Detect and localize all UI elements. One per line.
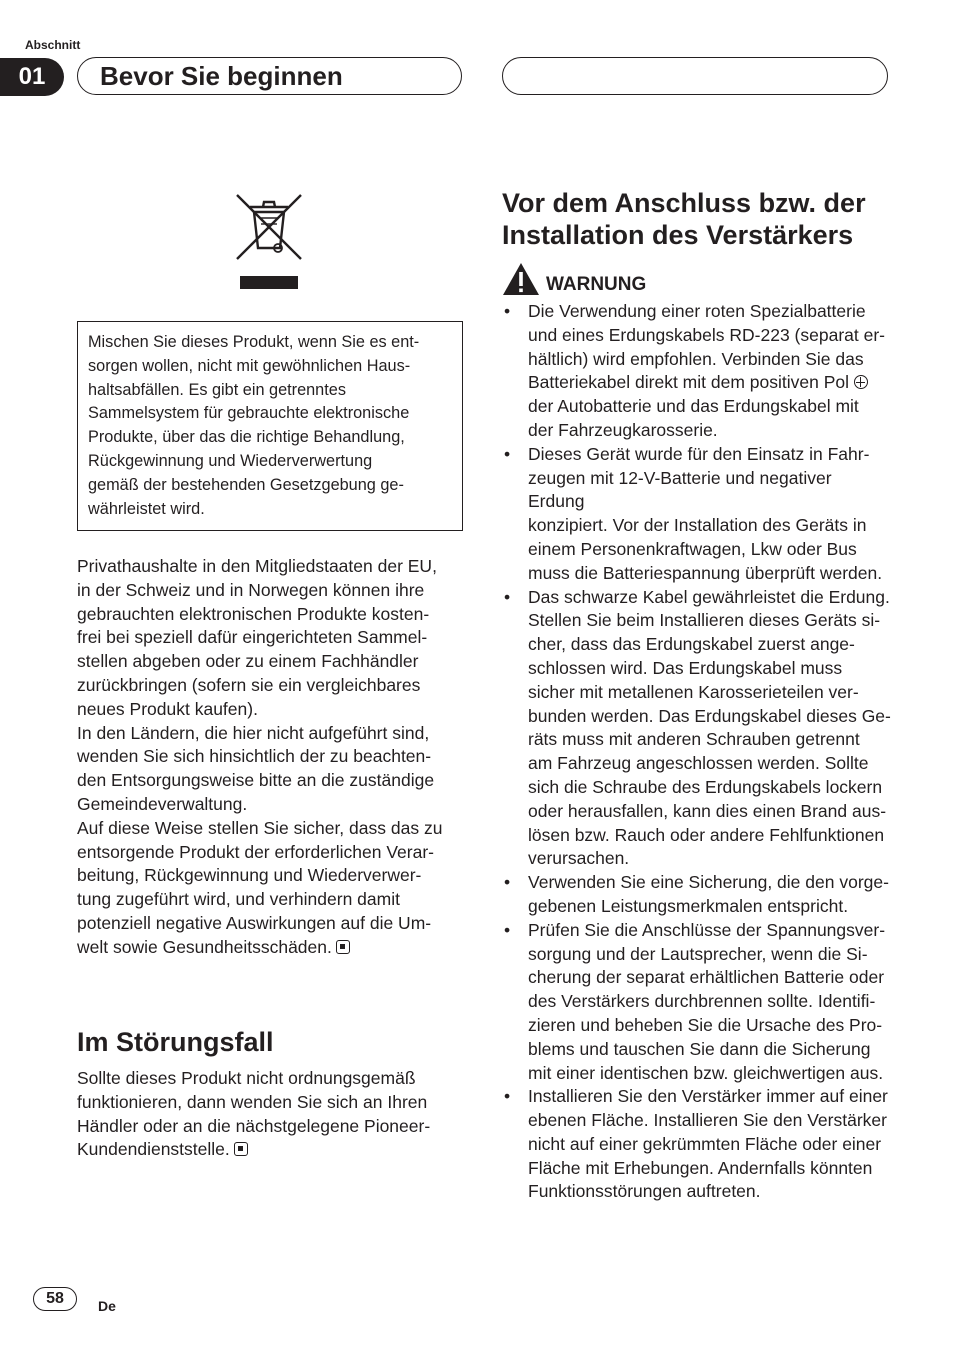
text-line: Prüfen Sie die Anschlüsse der Spannungsver- bbox=[528, 919, 886, 940]
list-item bbox=[502, 871, 892, 919]
text-line: Auf diese Weise stellen Sie sicher, dass das zu bbox=[77, 817, 443, 838]
list-item bbox=[502, 1085, 892, 1204]
text-line: Funktionsstörungen auftreten. bbox=[528, 1181, 761, 1202]
text-line: schlossen wird. Das Erdungskabel muss bbox=[528, 657, 843, 678]
text-line: blems und tauschen Sie dann die Sicherung bbox=[528, 1038, 871, 1059]
positive-pole-icon bbox=[854, 375, 868, 389]
text-line: Händler oder an die nächstgelegene Pioneer- bbox=[77, 1115, 431, 1136]
notice-line: Sammelsystem für gebrauchte elektronische bbox=[88, 404, 410, 423]
end-of-section-icon bbox=[234, 1142, 248, 1156]
text-line: stellen abgeben oder zu einem Fachhändler bbox=[77, 651, 419, 672]
notice-line: gemäß der bestehenden Gesetzgebung ge- bbox=[88, 475, 404, 494]
text-line: Sollte dieses Produkt nicht ordnungsgemäß bbox=[77, 1068, 416, 1088]
text-line: verursachen. bbox=[528, 848, 630, 869]
text-line: Gemeindeverwaltung. bbox=[77, 793, 248, 814]
notice-line: haltsabfällen. Es gibt ein getrenntes bbox=[88, 380, 346, 399]
text-line: des Verstärkers durchbrennen sollte. Identifi- bbox=[528, 991, 876, 1012]
warning-header bbox=[502, 262, 646, 296]
text-line: räts muss mit anderen Schrauben getrennt bbox=[528, 729, 860, 750]
text-line: Die Verwendung einer roten Spezialbatterie bbox=[528, 301, 866, 321]
text-line: Das schwarze Kabel gewährleistet die Erdung. bbox=[528, 586, 890, 607]
list-item bbox=[502, 300, 892, 443]
end-of-section-icon bbox=[336, 940, 350, 954]
text-line: funktionieren, dann wenden Sie sich an Ihren bbox=[77, 1091, 428, 1112]
text-line: zeugen mit 12-V-Batterie und negativer Erdung bbox=[528, 467, 832, 512]
text-line: gebrauchten elektronischen Produkte kosten- bbox=[77, 603, 430, 624]
weee-crossed-bin-icon bbox=[234, 192, 304, 290]
chapter-number-badge: 01 bbox=[0, 58, 64, 96]
text-line: Privathaushalte in den Mitgliedstaaten der EU, bbox=[77, 556, 437, 576]
text-line: welt sowie Gesundheitsschäden. bbox=[77, 936, 332, 957]
section-label: Abschnitt bbox=[25, 38, 81, 52]
text-line: der Fahrzeugkarosserie. bbox=[528, 419, 718, 440]
text-line: Stellen Sie beim Installieren dieses Geräts si- bbox=[528, 610, 881, 631]
text-line: beitung, Rückgewinnung und Wiederverwer- bbox=[77, 865, 422, 886]
text-line: hältlich) wird empfohlen. Verbinden Sie das bbox=[528, 348, 864, 369]
text-line: Batteriekabel direkt mit dem positiven Pol bbox=[528, 372, 849, 393]
text-line: lösen bzw. Rauch oder andere Fehlfunktionen bbox=[528, 824, 885, 845]
paragraph-ensure-processing bbox=[77, 817, 467, 960]
disposal-paragraphs bbox=[77, 555, 467, 960]
paragraph-private-households bbox=[77, 555, 467, 722]
notice-line: Produkte, über das die richtige Behandlung, bbox=[88, 428, 405, 447]
text-line: der Autobatterie und das Erdungskabel mit bbox=[528, 396, 859, 417]
list-item bbox=[502, 919, 892, 1086]
text-line: gebenen Leistungsmerkmalen entspricht. bbox=[528, 895, 849, 916]
text-line: Installieren Sie den Verstärker immer auf einer bbox=[528, 1086, 888, 1107]
text-line: den Entsorgungsweise bitte an die zuständige bbox=[77, 770, 435, 791]
text-line: Dieses Gerät wurde für den Einsatz in Fahr- bbox=[528, 443, 870, 464]
text-line: nicht auf einer gekrümmten Fläche oder einer bbox=[528, 1133, 882, 1154]
text-line: bunden werden. Das Erdungskabel dieses Ge- bbox=[528, 705, 891, 726]
list-item bbox=[502, 586, 892, 872]
text-line: sicher mit metallenen Karosserieteilen ver- bbox=[528, 681, 859, 702]
text-line: entsorgende Produkt der erforderlichen Verar- bbox=[77, 841, 435, 862]
heading-vor-dem-anschluss bbox=[502, 187, 902, 251]
text-line: Fläche mit Erhebungen. Andernfalls könnten bbox=[528, 1157, 873, 1178]
warning-label: WARNUNG bbox=[546, 274, 647, 295]
text-line: mit einer identischen bzw. gleichwertigen aus. bbox=[528, 1062, 884, 1083]
chapter-title: Bevor Sie beginnen bbox=[77, 57, 462, 95]
language-code: De bbox=[98, 1298, 116, 1314]
notice-line: sorgen wollen, nicht mit gewöhnlichen Haus- bbox=[88, 356, 411, 375]
text-line: cher, dass das Erdungskabel zuerst ange- bbox=[528, 634, 855, 655]
text-line: in der Schweiz und in Norwegen können ihre bbox=[77, 579, 425, 600]
paragraph-other-countries bbox=[77, 722, 467, 817]
text-line: zurückbringen (sofern sie ein vergleichbares bbox=[77, 674, 421, 695]
text-line: Kundendienststelle. bbox=[77, 1139, 230, 1160]
text-line: wenden Sie sich hinsichtlich der zu beachten- bbox=[77, 746, 432, 767]
empty-header-pill bbox=[502, 57, 888, 95]
disposal-notice-box bbox=[77, 321, 463, 531]
text-line: am Fahrzeug angeschlossen werden. Sollte bbox=[528, 753, 869, 774]
text-line: cherung der separat erhältlichen Batterie oder bbox=[528, 967, 885, 988]
warning-list bbox=[502, 300, 892, 1204]
text-line: konzipiert. Vor der Installation des Geräts in bbox=[528, 515, 867, 536]
notice-line: währleistet wird. bbox=[88, 499, 205, 518]
text-line: ebenen Fläche. Installieren Sie den Verstärker bbox=[528, 1110, 887, 1131]
stoerung-paragraph bbox=[77, 1067, 467, 1162]
text-line: frei bei speziell dafür eingerichteten Sammel- bbox=[77, 627, 428, 648]
list-item bbox=[502, 443, 892, 586]
text-line: und eines Erdungskabels RD-223 (separat er- bbox=[528, 324, 885, 345]
text-line: zieren und beheben Sie die Ursache des Pro- bbox=[528, 1014, 883, 1035]
text-line: oder herausfallen, kann dies einen Brand aus- bbox=[528, 800, 887, 821]
page-number: 58 bbox=[33, 1287, 77, 1311]
warning-triangle-icon bbox=[502, 262, 540, 296]
text-line: Verwenden Sie eine Sicherung, die den vorge- bbox=[528, 872, 889, 893]
text-line: muss die Batteriespannung überprüft werden. bbox=[528, 562, 883, 583]
text-line: sorgung und der Lautsprecher, wenn die Si- bbox=[528, 943, 868, 964]
text-line: neues Produkt kaufen). bbox=[77, 698, 258, 719]
text-line: sich die Schraube des Erdungskabels lockern bbox=[528, 776, 883, 797]
notice-line: Rückgewinnung und Wiederverwertung bbox=[88, 451, 373, 470]
text-line: tung zugeführt wird, und verhindern damit bbox=[77, 889, 400, 910]
text-line: potenziell negative Auswirkungen auf die Um- bbox=[77, 912, 432, 933]
heading-line: Installation des Verstärkers bbox=[502, 220, 854, 250]
text-line: In den Ländern, die hier nicht aufgeführt sind, bbox=[77, 722, 430, 743]
heading-stoerungsfall: Im Störungsfall bbox=[77, 1027, 274, 1057]
heading-line: Vor dem Anschluss bzw. der bbox=[502, 188, 866, 218]
notice-line: Mischen Sie dieses Produkt, wenn Sie es ent- bbox=[88, 333, 420, 351]
text-line: einem Personenkraftwagen, Lkw oder Bus bbox=[528, 538, 857, 559]
